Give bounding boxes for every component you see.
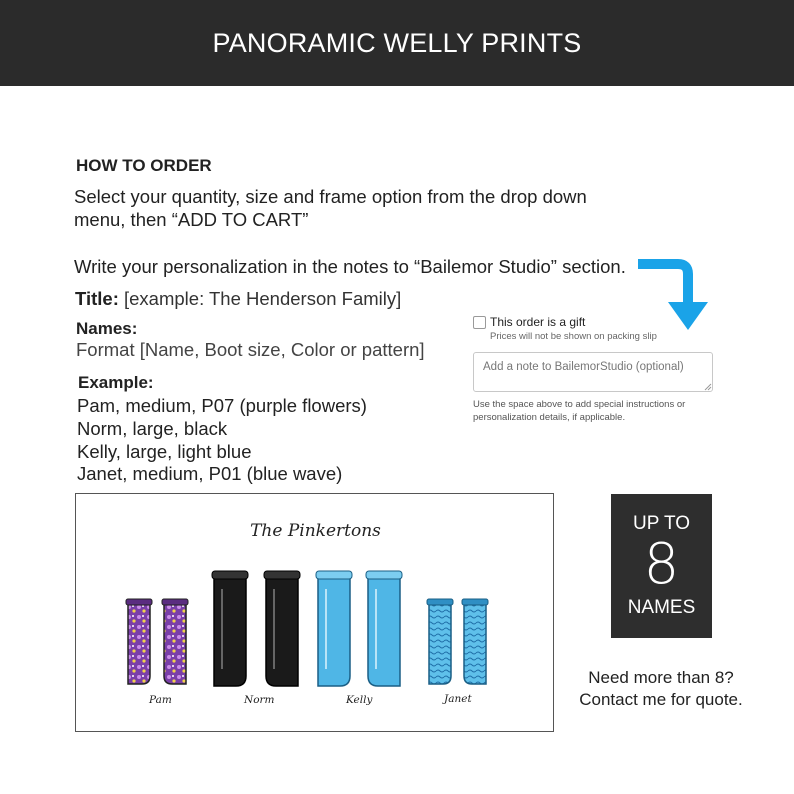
boot-janet-icon bbox=[427, 599, 488, 684]
down-arrow-icon bbox=[638, 258, 710, 334]
how-to-order-heading: HOW TO ORDER bbox=[76, 156, 212, 175]
example-label: Example: bbox=[78, 373, 154, 392]
example-line: Kelly, large, light blue bbox=[77, 441, 252, 462]
badge-top-text: UP TO bbox=[632, 513, 691, 534]
title-value: [example: The Henderson Family] bbox=[118, 288, 402, 309]
step2-text: Write your personalization in the notes to “Bailemor Studio” section. bbox=[74, 256, 626, 277]
contact-note bbox=[560, 667, 762, 711]
names-format: Format [Name, Boot size, Color or pattern] bbox=[76, 339, 425, 360]
resize-handle-icon[interactable] bbox=[704, 383, 712, 391]
family-name: The Pinkertons bbox=[250, 521, 381, 541]
title-label: Title: bbox=[75, 288, 119, 309]
example-line: Janet, medium, P01 (blue wave) bbox=[77, 463, 343, 484]
boot-pam-icon bbox=[126, 599, 188, 684]
boot-label-pam: Pam bbox=[149, 694, 172, 706]
gift-sublabel: Prices will not be shown on packing slip bbox=[490, 331, 657, 342]
boot-kelly-icon bbox=[316, 571, 402, 686]
boot-label-norm: Norm bbox=[244, 694, 275, 706]
note-help-text: Use the space above to add special instructions or personalization details, if applicable. bbox=[473, 399, 686, 423]
page-header bbox=[0, 0, 794, 86]
example-line: Norm, large, black bbox=[77, 418, 228, 439]
contact-line1: Need more than 8? bbox=[588, 668, 734, 687]
contact-line2: Contact me for quote. bbox=[579, 690, 743, 709]
names-label: Names: bbox=[76, 319, 138, 338]
title-example bbox=[75, 288, 401, 310]
welly-boots-illustration bbox=[76, 494, 553, 731]
boot-norm-icon bbox=[212, 571, 300, 686]
boot-label-kelly: Kelly bbox=[346, 694, 373, 706]
gift-label: This order is a gift bbox=[490, 315, 586, 329]
step1-line2: menu, then “ADD TO CART” bbox=[74, 209, 309, 230]
header-title: PANORAMIC WELLY PRINTS bbox=[212, 28, 582, 58]
name-limit-badge bbox=[611, 494, 712, 638]
badge-bottom-text: NAMES bbox=[627, 597, 696, 618]
example-line: Pam, medium, P07 (purple flowers) bbox=[77, 395, 367, 416]
print-preview bbox=[75, 493, 554, 732]
seller-note-field[interactable] bbox=[473, 352, 713, 392]
gift-checkbox[interactable] bbox=[473, 316, 486, 329]
step1-line1: Select your quantity, size and frame option from the drop down bbox=[74, 186, 587, 207]
badge-number: 8 bbox=[643, 532, 680, 597]
boot-label-janet: Janet bbox=[444, 693, 472, 705]
